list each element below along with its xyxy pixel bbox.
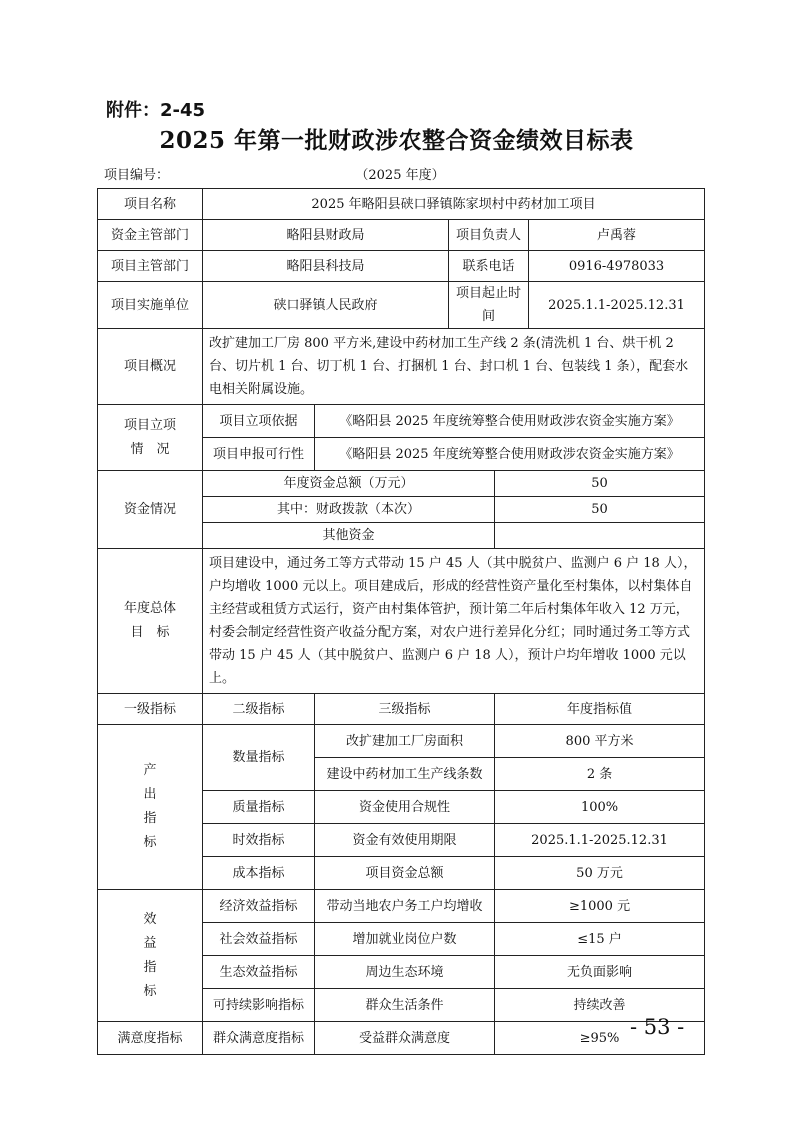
row-annual-goal [98, 549, 705, 694]
economic-name: 带动当地农户务工户均增收 [315, 890, 495, 923]
annual-goal-label [98, 549, 203, 694]
row-approval-basis [98, 405, 705, 438]
fund-total-label: 年度资金总额（万元） [203, 471, 495, 497]
fund-other-value [495, 523, 705, 549]
timeliness-name: 资金有效使用期限 [315, 824, 495, 857]
performance-target-table [97, 188, 705, 1055]
project-dept-label: 项目主管部门 [98, 251, 203, 282]
benefit-char-2: 益 [143, 935, 157, 951]
quantity-2-value: 2 条 [495, 758, 705, 791]
cost-indicator-label: 成本指标 [203, 857, 315, 890]
project-dept-value: 略阳县科技局 [203, 251, 449, 282]
page-number: - 53 - [630, 1015, 685, 1039]
approval-label [98, 405, 203, 471]
sustainability-value: 持续改善 [495, 989, 705, 1022]
fund-dept-value: 略阳县财政局 [203, 220, 449, 251]
row-project-name [98, 189, 705, 220]
fund-dept-label: 资金主管部门 [98, 220, 203, 251]
annual-goal-label-line1: 年度总体 [123, 601, 176, 616]
header-target: 年度指标值 [495, 694, 705, 725]
quality-name: 资金使用合规性 [315, 791, 495, 824]
satisfaction-level2: 群众满意度指标 [203, 1022, 315, 1055]
ecological-value: 无负面影响 [495, 956, 705, 989]
output-char-2: 出 [143, 787, 157, 802]
approval-label-line2: 情 况 [130, 441, 170, 457]
social-value: ≤15 户 [495, 923, 705, 956]
row-quantity-1 [98, 725, 705, 758]
phone-label: 联系电话 [449, 251, 529, 282]
leader-label: 项目负责人 [449, 220, 529, 251]
ecological-name: 周边生态环境 [315, 956, 495, 989]
project-name-value: 2025 年略阳县硖口驿镇陈家坝村中药材加工项目 [203, 189, 705, 220]
fund-other-label: 其他资金 [203, 523, 495, 549]
row-fund-dept [98, 220, 705, 251]
row-economic [98, 890, 705, 923]
annual-goal-text: 项目建设中，通过务工等方式带动 15 户 45 人（其中脱贫户、监测户 6 户 18 人），户均增收 1000 元以上。项目建成后，形成的经营性资产量化至村集体，以村集体自主经营或租赁方式运行，资产由村集体管护，预计第二年后村集体年收入 12 万元，村委会制定经营性资产收益分配方案，对农户进行差异化分红；同时通过务工等方式带动 15 户 45 人（其中脱贫户、监测户 6 户 18 人），预计户均年增收 1000 元以上。 [203, 549, 705, 694]
implementing-unit-value: 硖口驿镇人民政府 [203, 282, 449, 329]
annual-goal-label-line2: 目 标 [130, 625, 170, 640]
timeliness-value: 2025.1.1-2025.12.31 [495, 824, 705, 857]
feasibility-label: 项目申报可行性 [203, 438, 315, 471]
header-level3: 三级指标 [315, 694, 495, 725]
funds-label: 资金情况 [98, 471, 203, 549]
fund-fiscal-label: 其中：财政拨款（本次） [203, 497, 495, 523]
output-char-3: 指 [143, 811, 157, 826]
quality-indicator-label: 质量指标 [203, 791, 315, 824]
period-value: 2025.1.1-2025.12.31 [529, 282, 705, 329]
approval-basis-value: 《略阳县 2025 年度统筹整合使用财政涉农资金实施方案》 [315, 405, 705, 438]
period-label: 项目起止时间 [449, 282, 529, 329]
output-indicator-label [98, 725, 203, 890]
sustainability-indicator-label: 可持续影响指标 [203, 989, 315, 1022]
header-level2: 二级指标 [203, 694, 315, 725]
quality-value: 100% [495, 791, 705, 824]
output-char-1: 产 [143, 763, 157, 778]
output-char-4: 标 [143, 835, 157, 850]
header-level1: 一级指标 [98, 694, 203, 725]
fund-total-value: 50 [495, 471, 705, 497]
sustainability-name: 群众生活条件 [315, 989, 495, 1022]
project-name-label: 项目名称 [98, 189, 203, 220]
cost-value: 50 万元 [495, 857, 705, 890]
benefit-char-1: 效 [143, 911, 157, 927]
benefit-char-4: 标 [143, 983, 157, 999]
fund-fiscal-value: 50 [495, 497, 705, 523]
social-indicator-label: 社会效益指标 [203, 923, 315, 956]
satisfaction-name: 受益群众满意度 [315, 1022, 495, 1055]
economic-indicator-label: 经济效益指标 [203, 890, 315, 923]
feasibility-value: 《略阳县 2025 年度统筹整合使用财政涉农资金实施方案》 [315, 438, 705, 471]
row-indicator-headers [98, 694, 705, 725]
benefit-indicator-label [98, 890, 203, 1022]
row-implementing-unit [98, 282, 705, 329]
row-overview [98, 329, 705, 405]
ecological-indicator-label: 生态效益指标 [203, 956, 315, 989]
row-project-dept [98, 251, 705, 282]
quantity-1-value: 800 平方米 [495, 725, 705, 758]
quantity-2-name: 建设中药材加工生产线条数 [315, 758, 495, 791]
overview-label: 项目概况 [98, 329, 203, 405]
approval-label-line1: 项目立项 [123, 417, 176, 433]
row-fund-total [98, 471, 705, 497]
year-label: （2025 年度） [355, 168, 445, 183]
implementing-unit-label: 项目实施单位 [98, 282, 203, 329]
quantity-1-name: 改扩建加工厂房面积 [315, 725, 495, 758]
attachment-label: 附件：2-45 [106, 100, 206, 121]
quantity-indicator-label: 数量指标 [203, 725, 315, 791]
benefit-char-3: 指 [143, 959, 157, 975]
row-satisfaction [98, 1022, 705, 1055]
approval-basis-label: 项目立项依据 [203, 405, 315, 438]
overview-text: 改扩建加工厂房 800 平方米,建设中药材加工生产线 2 条(清洗机 1 台、烘干机 2 台、切片机 1 台、切丁机 1 台、打捆机 1 台、封口机 1 台、包装线 1 条），配套水电相关附属设施。 [203, 329, 705, 405]
economic-value: ≥1000 元 [495, 890, 705, 923]
social-name: 增加就业岗位户数 [315, 923, 495, 956]
timeliness-indicator-label: 时效指标 [203, 824, 315, 857]
page-title: 2025 年第一批财政涉农整合资金绩效目标表 [159, 127, 634, 154]
project-number-label: 项目编号： [104, 168, 170, 183]
cost-name: 项目资金总额 [315, 857, 495, 890]
phone-value: 0916-4978033 [529, 251, 705, 282]
leader-value: 卢禹蓉 [529, 220, 705, 251]
satisfaction-indicator-label: 满意度指标 [98, 1022, 203, 1055]
satisfaction-value: ≥95% [495, 1022, 705, 1055]
